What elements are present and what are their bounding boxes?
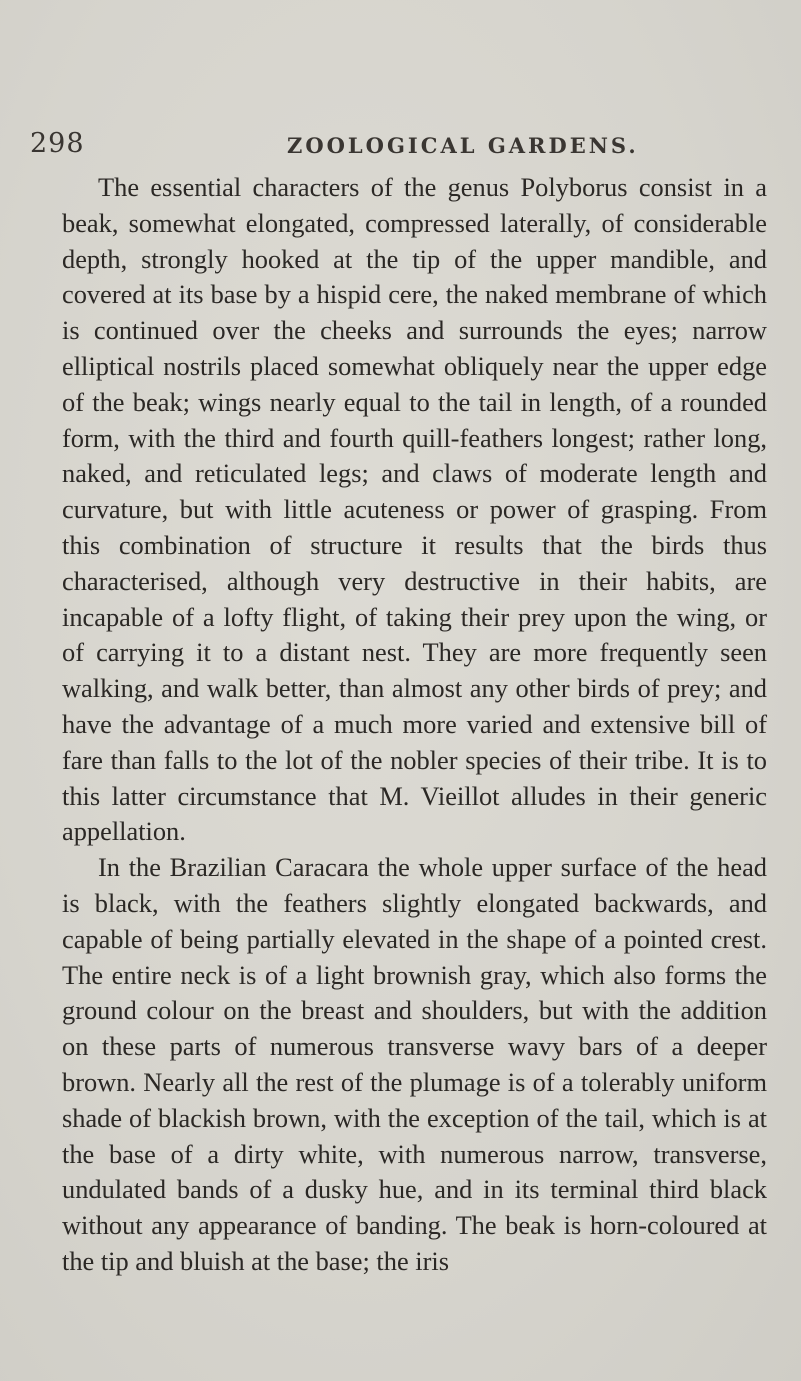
paragraph-brazilian-caracara: In the Brazilian Caracara the whole upper surface of the head is black, with the feathers slightly elongated backwards, and capable of being partially elevated in the shape of a pointed crest. The entire neck is of a light brownish gray, which also forms the ground colour on the breast and shoulders, but with the addition on these parts of numerous transverse wavy bars of a deeper brown. Nearly all the rest of the plumage is of a tolerably uniform shade of blackish brown, with the exception of the tail, which is at the base of a dirty white, with numerous narrow, transverse, undulated bands of a dusky hue, and in its terminal third black without any appearance of banding. The beak is horn-coloured at the tip and bluish at the base; the iris	[62, 852, 767, 1276]
running-head: ZOOLOGICAL GARDENS.	[287, 133, 639, 158]
page-number: 298	[30, 128, 85, 159]
body-text	[62, 170, 767, 1280]
page-header	[30, 128, 790, 164]
paragraph-polyborus-characters: The essential characters of the genus Polyborus consist in a beak, somewhat elongated, compressed laterally, of considerable depth, strongly hooked at the tip of the upper mandible, and covered at its base by a hispid cere, the naked membrane of which is continued over the cheeks and surrounds the eyes; narrow elliptical nostrils placed somewhat obliquely near the upper edge of the beak; wings nearly equal to the tail in length, of a rounded form, with the third and fourth quill-feathers longest; rather long, naked, and reticulated legs; and claws of moderate length and curvature, but with little acuteness or power of grasping. From this combination of structure it results that the birds thus characterised, although very destructive in their habits, are incapable of a lofty flight, of taking their prey upon the wing, or of carrying it to a distant nest. They are more frequently seen walking, and walk better, than almost any other birds of prey; and have the advantage of a much more varied and extensive bill of fare than falls to the lot of the nobler species of their tribe. It is to this latter circumstance that M. Vieillot alludes in their generic appellation.	[62, 172, 767, 847]
